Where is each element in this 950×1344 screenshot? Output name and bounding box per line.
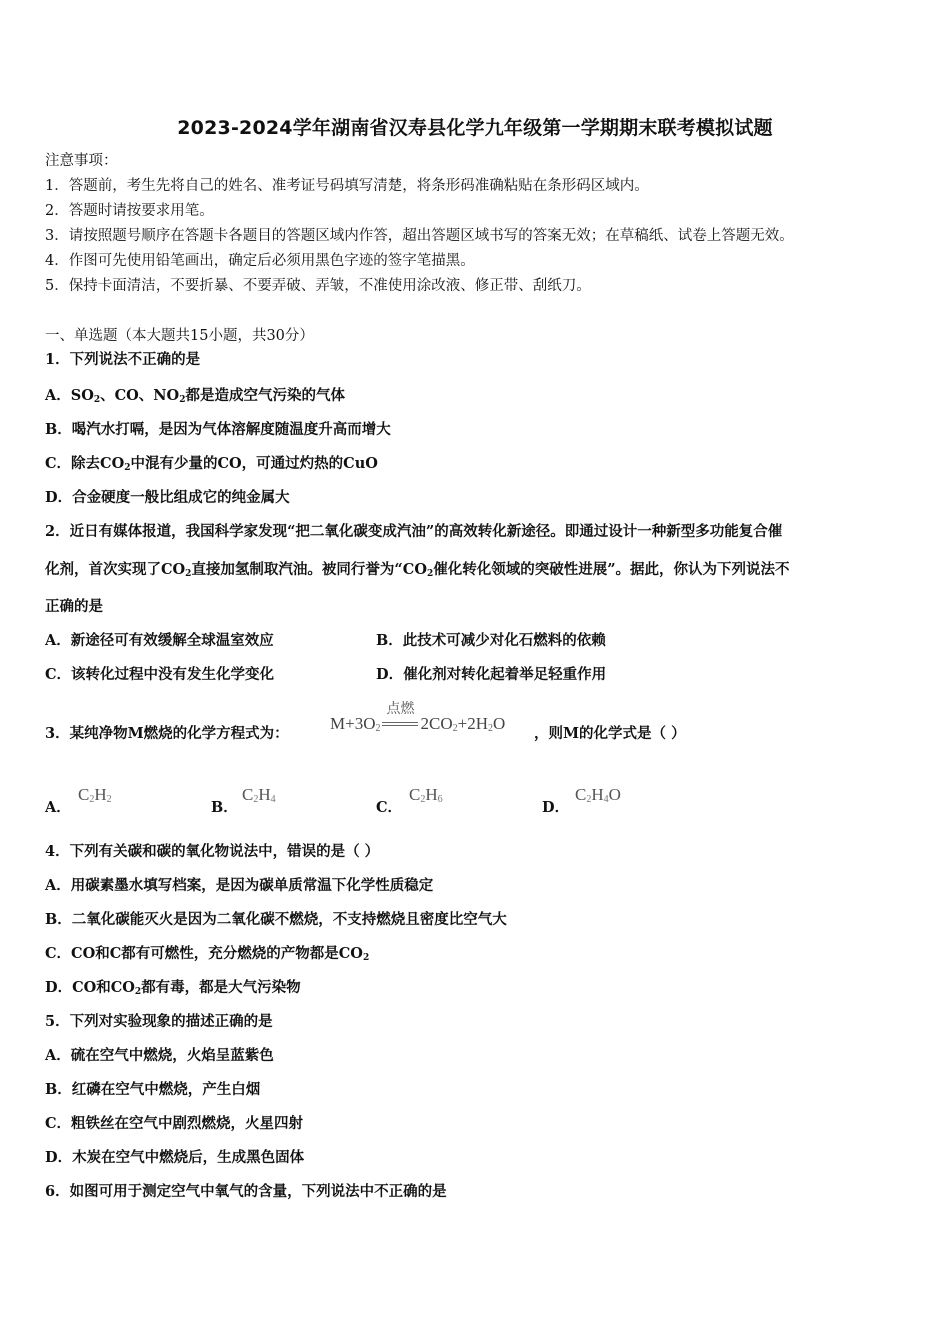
- q1-c-sub: 2: [124, 463, 131, 473]
- q4-d-part: 都有毒，都是大气污染物: [141, 979, 301, 996]
- q3-option-a-formula: [78, 785, 112, 805]
- subscript: 2: [106, 794, 112, 805]
- eq-product: +2H: [457, 714, 488, 733]
- eq-product: 2CO: [420, 714, 453, 733]
- q1-a-part: 都是造成空气污染的气体: [185, 387, 345, 404]
- q1-a-sub: 2: [93, 395, 101, 405]
- q2-stem-line2: [45, 560, 790, 580]
- q4-d-sub: 2: [134, 987, 142, 997]
- q3-option-d-label: D．: [542, 799, 570, 816]
- eq-bar: [382, 722, 418, 723]
- q5-option-a: A．硫在空气中燃烧，火焰呈蓝紫色: [45, 1047, 274, 1064]
- q4-c-part: C．CO和C都有可燃性，充分燃烧的产物都是CO: [45, 945, 363, 962]
- subscript: 6: [437, 794, 443, 805]
- eq-sub: 2: [452, 723, 458, 734]
- q4-option-d: [45, 978, 301, 998]
- element: C: [575, 785, 587, 804]
- section-heading: 一、单选题（本大题共15小题，共30分）: [45, 328, 314, 344]
- q2-option-a: A．新途径可有效缓解全球温室效应: [45, 632, 274, 649]
- q2-line2-part: 直接加氢制取汽油。被同行誉为“CO: [191, 561, 427, 578]
- page-title: 2023-2024学年湖南省汉寿县化学九年级第一学期期末联考模拟试题: [177, 117, 773, 139]
- notice-item-2: 2．答题时请按要求用笔。: [45, 203, 214, 219]
- element: C: [409, 785, 421, 804]
- subscript: 2: [253, 794, 259, 805]
- q4-c-sub: 2: [362, 953, 370, 963]
- subscript: 2: [89, 794, 95, 805]
- eq-arrow: [382, 701, 418, 730]
- q1-option-d: D．合金硬度一般比组成它的纯金属大: [45, 489, 290, 506]
- q2-line2-sub: 2: [185, 569, 192, 579]
- notice-item-1: 1．答题前，考生先将自己的姓名、准考证号码填写清楚，将条形码准确粘贴在条形码区域内。: [45, 178, 649, 194]
- eq-condition: 点燃: [386, 701, 415, 718]
- eq-bar: [382, 725, 418, 726]
- q1-a-part: A．SO: [45, 387, 94, 404]
- q3-option-d-formula: [575, 785, 621, 805]
- q2-stem-line1: 2．近日有媒体报道，我国科学家发现“把二氧化碳变成汽油”的高效转化新途径。即通过设计一种新型多功能复合催: [45, 523, 783, 540]
- q1-option-a: [45, 386, 345, 406]
- notice-item-5: 5．保持卡面清洁，不要折暴、不要弄破、弄皱，不准使用涂改液、修正带、刮纸刀。: [45, 278, 591, 294]
- q3-option-c-label: C．: [376, 799, 403, 816]
- q4-option-b: B．二氧化碳能灭火是因为二氧化碳不燃烧，不支持燃烧且密度比空气大: [45, 911, 507, 928]
- q2-line2-part: 催化转化领域的突破性进展”。据此，你认为下列说法不: [433, 561, 790, 578]
- subscript: 2: [586, 794, 592, 805]
- subscript: 4: [603, 794, 609, 805]
- q5-option-d: D．木炭在空气中燃烧后，生成黑色固体: [45, 1149, 305, 1166]
- q5-option-c: C．粗铁丝在空气中剧烈燃烧，火星四射: [45, 1115, 304, 1132]
- q3-stem-prefix: 3．某纯净物M燃烧的化学方程式为：: [45, 725, 289, 742]
- element: C: [78, 785, 90, 804]
- q4-option-c: [45, 944, 369, 964]
- q6-stem: 6．如图可用于测定空气中氧气的含量，下列说法中不正确的是: [45, 1183, 447, 1200]
- q5-option-b: B．红磷在空气中燃烧，产生白烟: [45, 1081, 261, 1098]
- eq-sub: 2: [375, 723, 381, 734]
- q3-option-a-label: A．: [45, 799, 71, 816]
- q1-option-b: B．喝汽水打嗝，是因为气体溶解度随温度升高而增大: [45, 421, 391, 438]
- notice-item-3: 3．请按照题号顺序在答题卡各题目的答题区域内作答，超出答题区域书写的答案无效；在草稿纸、试卷上答题无效。: [45, 228, 794, 244]
- subscript: 2: [420, 794, 426, 805]
- eq-reactant: M+3O: [330, 714, 376, 733]
- q2-line2-sub: 2: [426, 569, 434, 579]
- q2-option-b: B．此技术可减少对化石燃料的依赖: [376, 632, 606, 649]
- subscript: 4: [270, 794, 276, 805]
- notice-item-4: 4．作图可先使用铅笔画出，确定后必须用黑色字迹的签字笔描黑。: [45, 253, 475, 269]
- q1-a-sub: 2: [179, 395, 186, 405]
- element: C: [242, 785, 254, 804]
- q1-a-part: 、CO、NO: [100, 387, 180, 404]
- q4-d-part: D．CO和CO: [45, 979, 135, 996]
- q4-option-a: A．用碳素墨水填写档案，是因为碳单质常温下化学性质稳定: [45, 877, 434, 894]
- notice-heading: 注意事项：: [45, 153, 118, 169]
- q2-line2-part: 化剂，首次实现了CO: [45, 561, 186, 578]
- q2-option-d: D．催化剂对转化起着举足轻重作用: [376, 666, 607, 683]
- element: H: [258, 785, 271, 804]
- q3-option-b-label: B．: [211, 799, 238, 816]
- q1-stem: 1．下列说法不正确的是: [45, 351, 201, 368]
- q1-option-c: [45, 454, 378, 474]
- q3-option-b-formula: [242, 785, 276, 805]
- eq-product: O: [492, 714, 506, 733]
- q3-stem-suffix: ，则M的化学式是（ ）: [534, 725, 686, 742]
- element: O: [608, 785, 621, 804]
- q1-c-part: 中混有少量的CO，可通过灼热的CuO: [130, 455, 378, 472]
- element: H: [425, 785, 438, 804]
- eq-sub: 2: [487, 723, 493, 734]
- q5-stem: 5．下列对实验现象的描述正确的是: [45, 1013, 273, 1030]
- q1-c-part: C．除去CO: [45, 455, 125, 472]
- q2-option-c: C．该转化过程中没有发生化学变化: [45, 666, 275, 683]
- q2-stem-line3: 正确的是: [45, 598, 103, 615]
- q3-option-c-formula: [409, 785, 443, 805]
- element: H: [94, 785, 107, 804]
- element: H: [591, 785, 604, 804]
- q3-equation: [330, 701, 506, 734]
- q4-stem: 4．下列有关碳和碳的氧化物说法中，错误的是（ ）: [45, 843, 380, 860]
